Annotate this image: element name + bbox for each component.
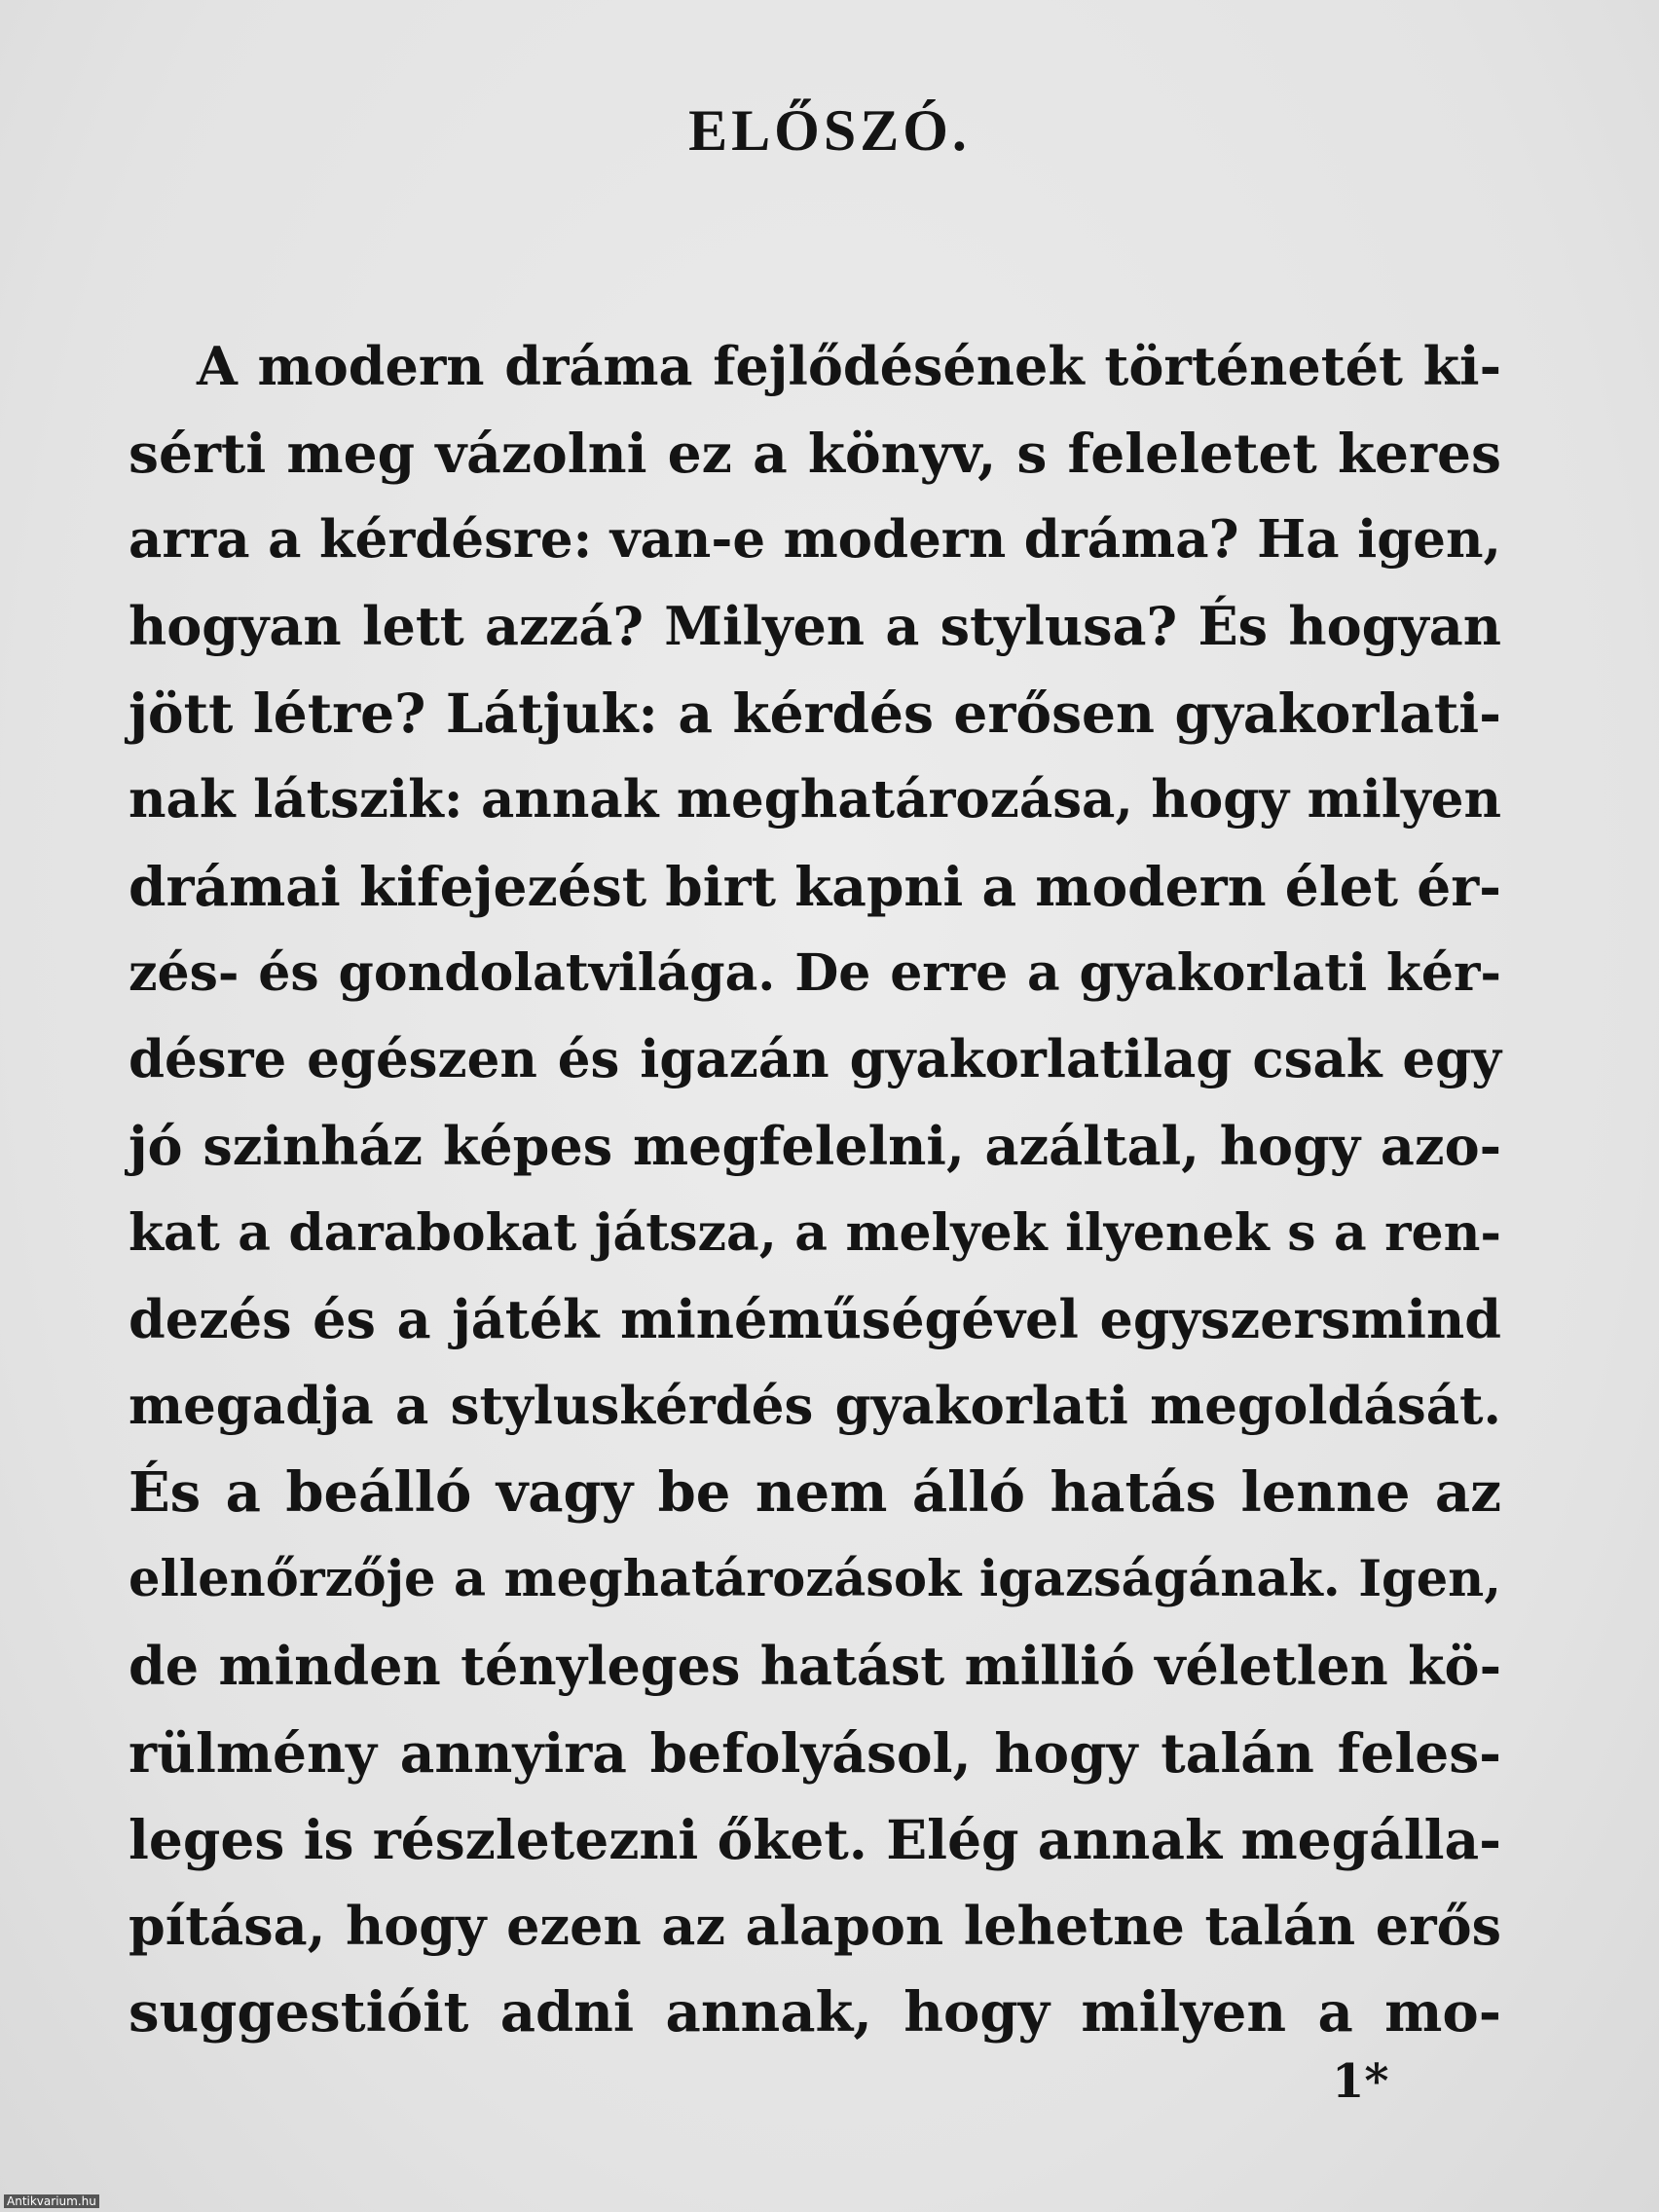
text-line: jött létre? Látjuk: a kérdés erősen gyakorlati- [129, 682, 1501, 745]
watermark: Antikvarium.hu [4, 2194, 99, 2208]
chapter-heading: ELŐSZÓ. [688, 98, 971, 163]
text-line: suggestióit adni annak, hogy milyen a mo- [129, 1980, 1501, 2045]
page-number: 1* [1332, 2054, 1389, 2109]
text-line: dezés és a játék minéműségével egyszersmind [129, 1288, 1501, 1350]
text-line: kat a darabokat játsza, a melyek ilyenek s a ren- [129, 1203, 1501, 1263]
text-line: És a beálló vagy be nem álló hatás lenne az [129, 1460, 1501, 1525]
text-line: pítása, hogy ezen az alapon lehetne talán erős [129, 1895, 1501, 1957]
text-line: rülmény annyira befolyásol, hogy talán feles- [129, 1721, 1501, 1785]
text-line: megadja a styluskérdés gyakorlati megoldását. [129, 1376, 1501, 1436]
text-line: ellenőrzője a meghatározások igazságának. Igen, [129, 1550, 1501, 1608]
text-line: leges is részletezni őket. Elég annak megálla- [129, 1808, 1501, 1871]
text-line: drámai kifejezést birt kapni a modern élet ér- [129, 855, 1501, 918]
text-line: sérti meg vázolni ez a könyv, s feleletet keres [129, 422, 1501, 485]
text-line: zés- és gondolatvilága. De erre a gyakorlati kér- [129, 943, 1501, 1003]
text-line: nak látszik: annak meghatározása, hogy milyen [129, 769, 1501, 830]
text-line: de minden tényleges hatást millió véletlen kö- [129, 1635, 1501, 1697]
text-line: hogyan lett azzá? Milyen a stylusa? És hogyan [129, 595, 1501, 657]
text-line: arra a kérdésre: van-e modern dráma? Ha igen, [129, 509, 1501, 570]
text-line: désre egészen és igazán gyakorlatilag csak egy [129, 1029, 1501, 1089]
text-line: jó szinház képes megfelelni, azáltal, hogy azo- [129, 1115, 1501, 1177]
body-text [129, 323, 1501, 2056]
text-line: A modern dráma fejlődésének történetét ki- [197, 335, 1501, 397]
